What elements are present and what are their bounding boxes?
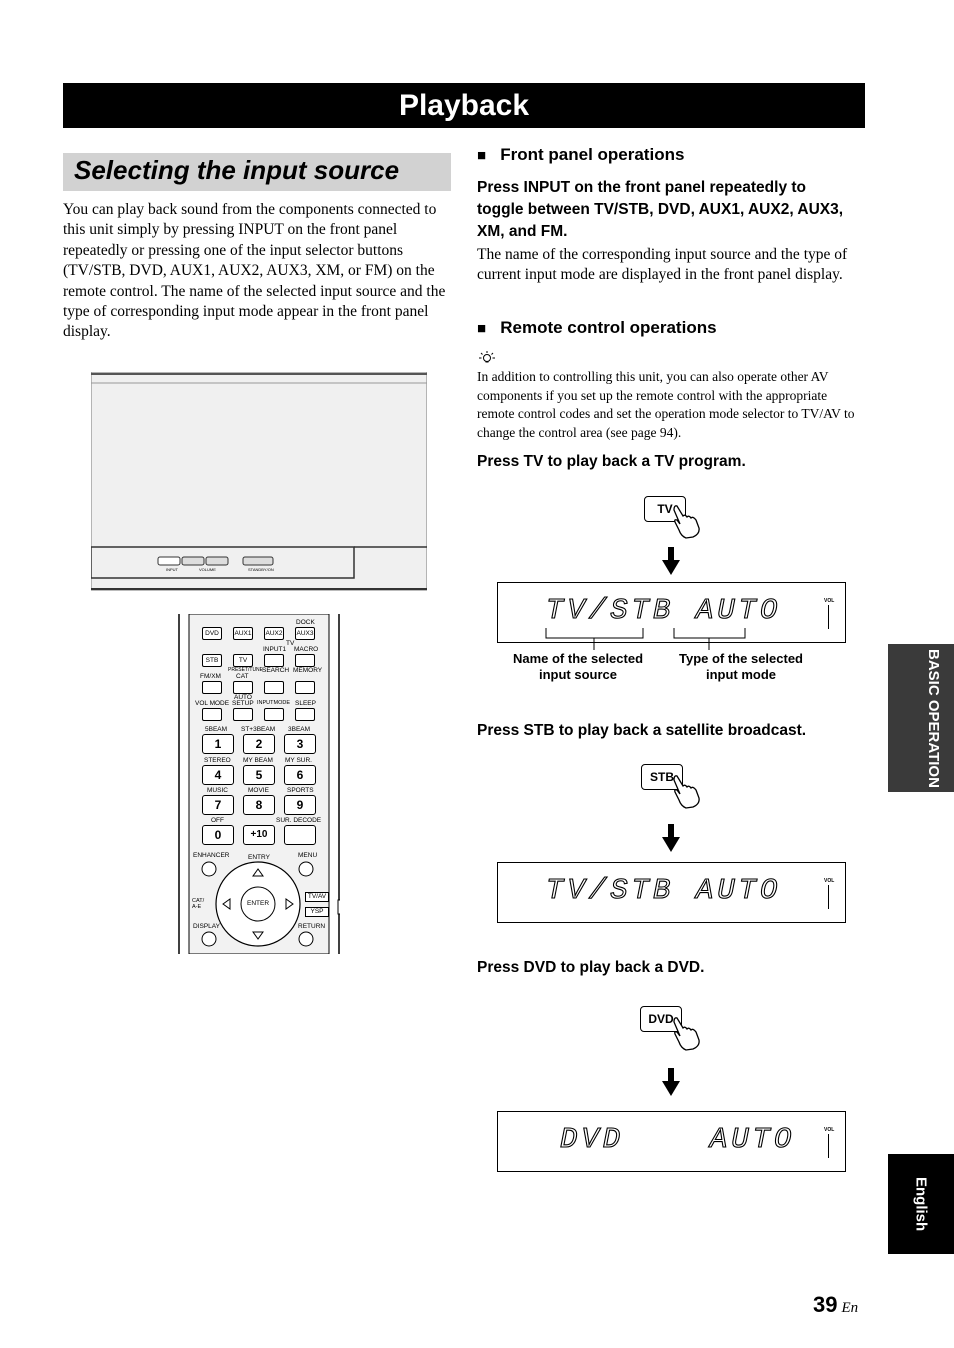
remote-surdecode-label: SUR. DECODE: [276, 817, 322, 824]
remote-cat-label: CAT: [236, 673, 249, 680]
display-text-stb: TV/STB AUTO: [546, 874, 782, 907]
remote-setup-button[interactable]: [233, 708, 253, 721]
remote-memory-button[interactable]: [295, 681, 315, 694]
remote-enhancer-label: ENHANCER: [193, 852, 230, 859]
front-standby-label: STANDBY/ON: [248, 567, 274, 572]
side-tab-english-text: English: [912, 1176, 930, 1232]
remote-tv-small-label: TV: [286, 640, 295, 647]
front-input-label: INPUT: [166, 567, 178, 572]
page-title: Playback: [63, 83, 865, 128]
caption-input-source: Name of the selected input source: [512, 651, 644, 682]
remote-5beam-label: 5BEAM: [205, 726, 228, 733]
tv-button[interactable]: TV: [644, 496, 686, 522]
remote-dock-label: DOCK: [296, 619, 315, 626]
remote-menu-label: MENU: [298, 852, 318, 859]
down-arrow-icon: [661, 547, 681, 577]
display-panel-dvd: [497, 1111, 846, 1172]
step-dvd-instruction: Press DVD to play back a DVD.: [477, 959, 705, 976]
front-panel-heading: ■ Front panel operations: [477, 145, 685, 164]
vol-label-tv: VOL: [824, 598, 835, 604]
remote-aux3-button[interactable]: AUX3: [295, 627, 315, 640]
remote-tv-button[interactable]: TV: [233, 654, 253, 667]
remote-cat-button[interactable]: [233, 681, 253, 694]
front-panel-description: The name of the corresponding input source and the type of current input mode are displayed in the front panel display.: [477, 246, 848, 284]
remote-volmode-label: VOL MODE: [195, 700, 230, 707]
remote-memory-label: MEMORY: [293, 667, 323, 674]
remote-aux2-button[interactable]: AUX2: [264, 627, 284, 640]
pressing-hand-icon: [673, 1016, 703, 1052]
remote-digit-2[interactable]: 2: [243, 734, 275, 754]
remote-mybeam-label: MY BEAM: [243, 757, 273, 764]
down-arrow-icon: [661, 1068, 681, 1098]
remote-st3beam-label: ST+3BEAM: [241, 726, 276, 733]
side-tab-basic-operation[interactable]: [888, 644, 954, 792]
remote-digit-5[interactable]: 5: [243, 765, 275, 785]
front-panel-instruction: Press INPUT on the front panel repeatedly to toggle between TV/STB, DVD, AUX1, AUX2, AUX3, XM, and FM.: [477, 179, 844, 240]
remote-sleep-button[interactable]: [295, 708, 315, 721]
remote-digit-3[interactable]: 3: [284, 734, 316, 754]
remote-digit-6[interactable]: 6: [284, 765, 316, 785]
remote-digit-1[interactable]: 1: [202, 734, 234, 754]
remote-catae-label: CAT/ A-E: [192, 898, 205, 910]
remote-input1-button[interactable]: [264, 654, 284, 667]
remote-inputmode-label: INPUTMODE: [257, 700, 290, 706]
display-text-dvd: DVD AUTO: [560, 1123, 796, 1156]
front-volume-label: VOLUME: [199, 567, 216, 572]
remote-macro-button[interactable]: [295, 654, 315, 667]
down-arrow-icon: [661, 824, 681, 854]
pressing-hand-icon: [673, 504, 703, 540]
remote-digit-8[interactable]: 8: [243, 795, 275, 815]
remote-search-label: SEARCH: [262, 667, 290, 674]
remote-movie-label: MOVIE: [248, 787, 269, 794]
stb-button[interactable]: STB: [641, 764, 683, 790]
page-lang: En: [841, 1300, 859, 1316]
step-stb-instruction: Press STB to play back a satellite broadcast.: [477, 722, 807, 739]
section-heading: [63, 153, 451, 191]
page-number-value: 39: [813, 1292, 838, 1317]
remote-entry-label: ENTRY: [248, 854, 270, 861]
vol-label-stb: VOL: [824, 878, 835, 884]
remote-return-label: RETURN: [298, 923, 326, 930]
tip-lightbulb-icon: [477, 350, 497, 366]
display-panel-stb: [497, 862, 846, 923]
remote-fmxm-button[interactable]: [202, 681, 222, 694]
remote-ops-heading: ■ Remote control operations: [477, 318, 717, 337]
remote-digit-9[interactable]: 9: [284, 795, 316, 815]
remote-sports-label: SPORTS: [287, 787, 314, 794]
remote-stb-button[interactable]: STB: [202, 654, 222, 667]
remote-music-label: MUSIC: [207, 787, 228, 794]
remote-digit-4[interactable]: 4: [202, 765, 234, 785]
page-number: [813, 1292, 858, 1318]
remote-plus10-button[interactable]: +10: [243, 825, 275, 845]
remote-aux1-button[interactable]: AUX1: [233, 627, 253, 640]
remote-inputmode-button[interactable]: [264, 708, 284, 721]
remote-fmxm-label: FM/XM: [200, 673, 221, 680]
remote-3beam-label: 3BEAM: [288, 726, 311, 733]
remote-macro-label: MACRO: [294, 646, 319, 653]
caption-input-mode: Type of the selected input mode: [678, 651, 803, 682]
dvd-button[interactable]: DVD: [640, 1006, 682, 1032]
remote-tip-text: In addition to controlling this unit, you can also operate other AV components if you set up the remote control with the appropriate remote control codes and set the operation mode selector to TV/AV to change the control area (see page 94).: [477, 369, 855, 440]
remote-auto-label: AUTO: [234, 694, 252, 701]
remote-ysp-switch[interactable]: YSP: [305, 907, 329, 917]
intro-paragraph: You can play back sound from the components connected to this unit simply by pressing INPUT on the front panel repeatedly or pressing one of the input selector buttons (TV/STB, DVD, AUX1, AUX2, AUX3, XM, or FM) on the remote control. The name of the selected input source and the type of corresponding input mode appear in the front panel display.: [63, 201, 446, 341]
section-heading-text: Selecting the input source: [74, 155, 400, 185]
vol-meter-stb: [828, 885, 832, 909]
remote-dvd-button[interactable]: DVD: [202, 627, 222, 640]
remote-search-button[interactable]: [264, 681, 284, 694]
side-tab-basic-operation-text: BASIC OPERATION: [925, 648, 942, 788]
remote-sleep-label: SLEEP: [295, 700, 316, 707]
remote-preset-label: PRESET/TUNE: [228, 667, 264, 673]
remote-input1-label: INPUT1: [263, 646, 287, 653]
remote-stereo-label: STEREO: [204, 757, 231, 764]
display-text-tv: TV/STB AUTO: [546, 594, 782, 627]
front-panel-illustration: [91, 372, 427, 592]
step-tv-instruction: Press TV to play back a TV program.: [477, 453, 746, 470]
remote-mysur-label: MY SUR.: [285, 757, 312, 764]
vol-label-dvd: VOL: [824, 1127, 835, 1133]
remote-display-label: DISPLAY: [193, 923, 220, 930]
remote-surdecode-button[interactable]: [284, 825, 316, 845]
remote-enter-button[interactable]: ENTER: [246, 900, 270, 907]
remote-digit-7[interactable]: 7: [202, 795, 234, 815]
side-tab-english[interactable]: [888, 1154, 954, 1254]
remote-digit-0[interactable]: 0: [202, 825, 234, 845]
remote-volmode-button[interactable]: [202, 708, 222, 721]
remote-tvav-switch[interactable]: TV/AV: [305, 892, 329, 902]
remote-off-label: OFF: [211, 817, 224, 824]
remote-setup-label: SETUP: [232, 700, 254, 707]
pressing-hand-icon: [673, 774, 703, 810]
vol-meter-dvd: [828, 1134, 832, 1158]
